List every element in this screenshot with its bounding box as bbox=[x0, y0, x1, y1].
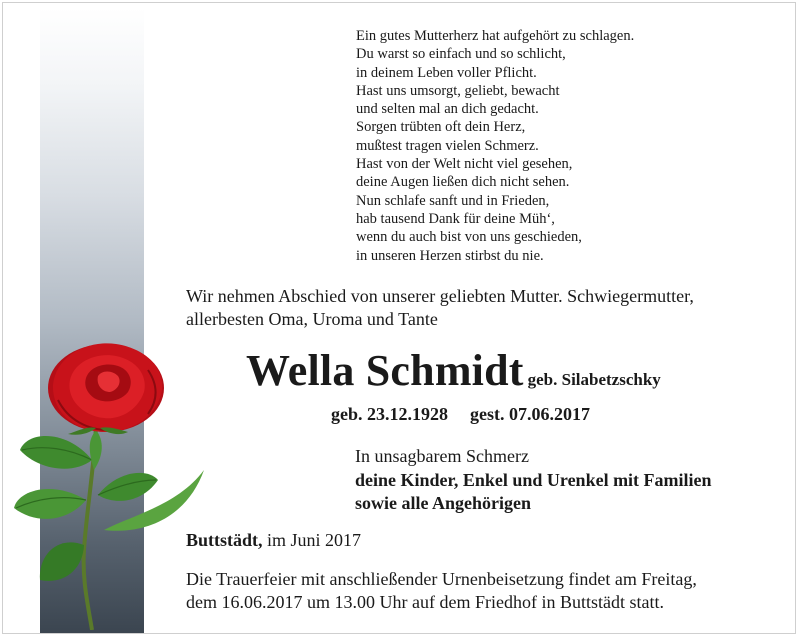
mourners-intro: In unsagbarem Schmerz bbox=[355, 446, 529, 466]
mourners-block bbox=[355, 445, 785, 516]
intro-line: Wir nehmen Abschied von unserer geliebten Mutter. Schwiegermutter, bbox=[186, 286, 694, 306]
mourners-family: deine Kinder, Enkel und Urenkel mit Familien bbox=[355, 469, 712, 490]
poem-line: Hast uns umsorgt, geliebt, bewacht bbox=[356, 82, 560, 99]
ceremony-line: dem 16.06.2017 um 13.00 Uhr auf dem Friedhof in Buttstädt statt. bbox=[186, 592, 664, 612]
poem-line: und selten mal an dich gedacht. bbox=[356, 101, 539, 118]
poem-line: in unseren Herzen stirbst du nie. bbox=[356, 247, 544, 264]
birth-date: geb. 23.12.1928 bbox=[331, 404, 448, 424]
farewell-intro bbox=[186, 285, 786, 331]
deceased-name: Wella Schmidt bbox=[246, 346, 524, 395]
deceased-name-line bbox=[246, 345, 661, 396]
poem-line: in deinem Leben voller Pflicht. bbox=[356, 64, 537, 81]
poem-line: Ein gutes Mutterherz hat aufgehört zu schlagen. bbox=[356, 28, 635, 44]
poem-line: Du warst so einfach und so schlicht, bbox=[356, 46, 566, 63]
poem bbox=[356, 27, 776, 265]
mourners-relatives: sowie alle Angehörigen bbox=[355, 493, 531, 513]
poem-line: wenn du auch bist von uns geschieden, bbox=[356, 229, 582, 246]
notice-date: im Juni 2017 bbox=[267, 530, 362, 550]
poem-line: Nun schlafe sanft und in Frieden, bbox=[356, 192, 550, 209]
maiden-name: geb. Silabetzschky bbox=[527, 370, 661, 389]
ceremony-line: Die Trauerfeier mit anschließender Urnenbeisetzung findet am Freitag, bbox=[186, 569, 697, 589]
poem-line: Sorgen trübten oft dein Herz, bbox=[356, 119, 526, 136]
red-rose-icon bbox=[8, 330, 208, 630]
poem-line: Hast von der Welt nicht viel gesehen, bbox=[356, 156, 573, 173]
death-date: gest. 07.06.2017 bbox=[470, 404, 590, 424]
intro-line: allerbesten Oma, Uroma und Tante bbox=[186, 309, 438, 329]
place-name: Buttstädt, bbox=[186, 530, 263, 550]
poem-line: hab tausend Dank für deine Müh‘, bbox=[356, 210, 555, 227]
funeral-ceremony-info bbox=[186, 568, 786, 614]
place-date bbox=[186, 530, 361, 551]
life-dates bbox=[331, 404, 590, 425]
poem-line: mußtest tragen vielen Schmerz. bbox=[356, 137, 539, 154]
poem-line: deine Augen ließen dich nicht sehen. bbox=[356, 174, 570, 191]
